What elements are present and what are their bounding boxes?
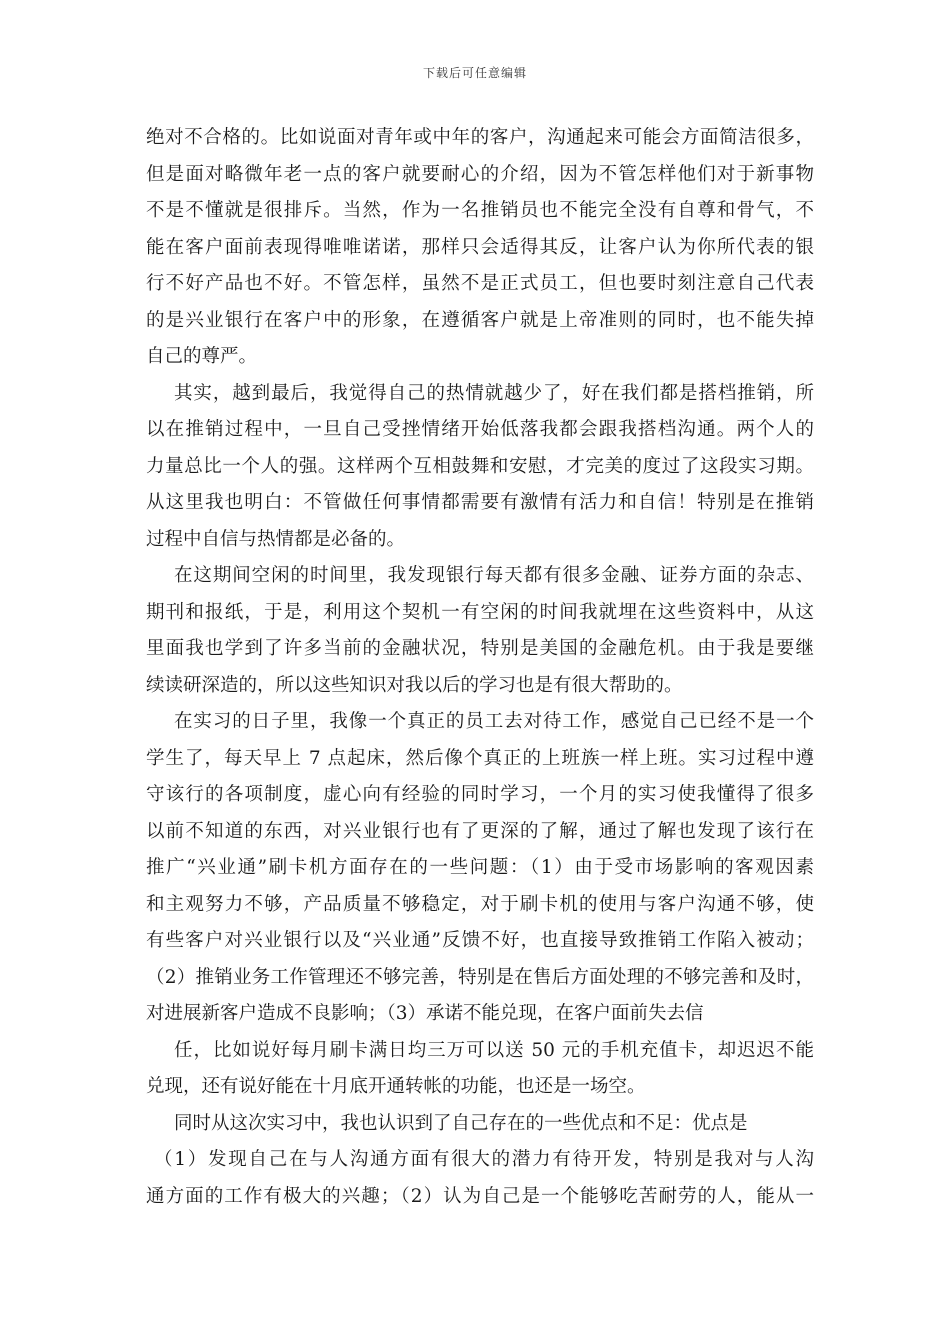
text-line: 能在客户面前表现得唯唯诺诺，那样只会适得其反，让客户认为你所代表的银 bbox=[146, 236, 814, 258]
text-line: 对进展新客户造成不良影响；（3）承诺不能兑现，在客户面前失去信 bbox=[146, 1003, 704, 1024]
text-line: 有些客户对兴业银行以及“兴业通”反馈不好，也直接导致推销工作陷入被动； bbox=[146, 930, 814, 951]
text-line: 自己的尊严。 bbox=[146, 346, 258, 367]
text-line: 力量总比一个人的强。这样两个互相鼓舞和安慰，才完美的度过了这段实习期。 bbox=[146, 455, 814, 477]
text-line: 以在推销过程中，一旦自己受挫情绪开始低落我都会跟我搭档沟通。两个人的 bbox=[146, 419, 814, 440]
text-line: 以前不知道的东西，对兴业银行也有了更深的了解，通过了解也发现了该行在 bbox=[146, 820, 814, 842]
text-line: 和主观努力不够，产品质量不够稳定，对于刷卡机的使用与客户沟通不够，使 bbox=[146, 893, 814, 915]
text-line: 在实习的日子里，我像一个真正的员工去对待工作，感觉自己已经不是一个 bbox=[174, 711, 814, 732]
text-line: 同时从这次实习中，我也认识到了自己存在的一些优点和不足：优点是 bbox=[174, 1112, 748, 1134]
text-line: （2）推销业务工作管理还不够完善，特别是在售后方面处理的不够完善和及时， bbox=[146, 966, 814, 988]
text-line: 里面我也学到了许多当前的金融状况，特别是美国的金融危机。由于我是要继 bbox=[146, 638, 814, 659]
text-line: 其实，越到最后，我觉得自己的热情就越少了，好在我们都是搭档推销，所 bbox=[174, 382, 814, 404]
text-line: 兑现，还有说好能在十月底开通转帐的功能，也还是一场空。 bbox=[146, 1076, 646, 1097]
text-line: 在这期间空闲的时间里，我发现银行每天都有很多金融、证券方面的杂志、 bbox=[174, 565, 814, 586]
text-line: 不是不懂就是很排斥。当然，作为一名推销员也不能完全没有自尊和骨气，不 bbox=[146, 200, 814, 221]
text-line: 但是面对略微年老一点的客户就要耐心的介绍，因为不管怎样他们对于新事物 bbox=[146, 163, 814, 185]
text-line: 过程中自信与热情都是必备的。 bbox=[146, 528, 406, 550]
document-body bbox=[146, 120, 814, 1215]
text-line: 学生了，每天早上 7 点起床，然后像个真正的上班族一样上班。实习过程中遵 bbox=[146, 747, 814, 769]
text-line: 守该行的各项制度，虚心向有经验的同时学习，一个月的实习使我懂得了很多 bbox=[146, 784, 814, 805]
text-line: 推广“兴业通”刷卡机方面存在的一些问题：（1）由于受市场影响的客观因素 bbox=[146, 857, 814, 878]
text-line: 绝对不合格的。比如说面对青年或中年的客户，沟通起来可能会方面简洁很多， bbox=[146, 127, 814, 148]
text-line: 续读研深造的，所以这些知识对我以后的学习也是有很大帮助的。 bbox=[146, 674, 683, 696]
text-line: 从这里我也明白：不管做任何事情都需要有激情有活力和自信！特别是在推销 bbox=[146, 492, 814, 513]
page-header: 下载后可任意编辑 bbox=[422, 66, 527, 80]
text-line: 通方面的工作有极大的兴趣；（2）认为自己是一个能够吃苦耐劳的人，能从一 bbox=[146, 1185, 814, 1207]
text-line: 行不好产品也不好。不管怎样，虽然不是正式员工，但也要时刻注意自己代表 bbox=[146, 273, 814, 294]
text-line: 的是兴业银行在客户中的形象，在遵循客户就是上帝准则的同时，也不能失掉 bbox=[146, 309, 814, 331]
text-line: 期刊和报纸，于是，利用这个契机一有空闲的时间我就埋在这些资料中，从这 bbox=[146, 601, 814, 623]
text-line: （1）发现自己在与人沟通方面有很大的潜力有待开发，特别是我对与人沟 bbox=[154, 1149, 814, 1170]
text-line: 任，比如说好每月刷卡满日均三万可以送 50 元的手机充值卡，却迟迟不能 bbox=[174, 1039, 814, 1061]
